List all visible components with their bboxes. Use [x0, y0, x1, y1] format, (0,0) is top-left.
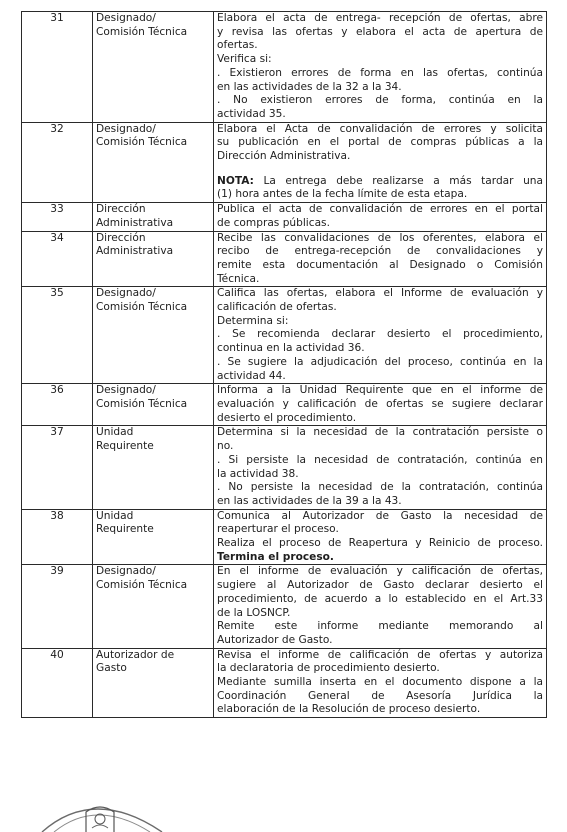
responsible-line: Designado/	[96, 12, 156, 24]
description-line: de compras públicas.	[217, 216, 330, 229]
activity-description	[214, 122, 547, 203]
description-line: la declaratoria de procedimiento desierto.	[217, 662, 440, 675]
note-text: La entrega debe realizarse a más tardar una	[253, 174, 543, 187]
responsible-line: Autorizador de	[96, 648, 175, 661]
description-line: ofertas.	[217, 39, 258, 52]
activity-number: 37	[22, 426, 93, 509]
table-row	[22, 384, 547, 426]
responsible-line: Designado/	[96, 384, 156, 397]
description-line: continua en la actividad 36.	[217, 342, 365, 355]
table-row	[22, 509, 547, 565]
description-line: Realiza el proceso de Reapertura y Reinicio de proceso.	[217, 537, 543, 550]
responsible-line: Requirente	[96, 523, 154, 536]
activity-number: 39	[22, 565, 93, 648]
description-line: y revisa las ofertas y elabora el acta de apertura de	[217, 25, 543, 38]
description-line: desierto el procedimiento.	[217, 411, 357, 424]
procedure-table	[21, 11, 547, 718]
responsible-line: Designado/	[96, 122, 156, 135]
description-line: remite esta documentación al Designado o Comisión	[217, 258, 543, 271]
responsible-line: Dirección	[96, 203, 146, 216]
institution-seal-icon	[34, 792, 174, 832]
description-line: Determina si:	[217, 314, 289, 327]
description-line: en las actividades de la 39 a la 43.	[217, 494, 402, 507]
note-label: NOTA:	[217, 174, 254, 187]
table-row	[22, 648, 547, 718]
process-end-text: Termina el proceso.	[217, 550, 334, 563]
responsible-line: Administrativa	[96, 216, 174, 229]
description-line: Publica el acta de convalidación de errores en el portal	[217, 203, 543, 216]
responsible-cell	[93, 203, 214, 231]
procedure-table-body	[22, 12, 547, 718]
responsible-line: Dirección	[96, 231, 146, 244]
description-line: actividad 44.	[217, 369, 286, 382]
table-row	[22, 231, 547, 287]
description-line: Elabora el Acta de convalidación de errores y solicita	[217, 122, 543, 135]
responsible-line: Designado/	[96, 287, 156, 300]
responsible-cell	[93, 648, 214, 718]
activity-description	[214, 12, 547, 123]
description-line: evaluación y calificación de ofertas se sugiere declarar	[217, 397, 543, 410]
activity-description	[214, 648, 547, 718]
description-line: procedimiento, de acuerdo a lo establecido en el Art.33	[217, 592, 543, 605]
responsible-cell	[93, 384, 214, 426]
responsible-cell	[93, 565, 214, 648]
responsible-cell	[93, 287, 214, 384]
paragraph-gap	[217, 164, 543, 175]
responsible-line: Unidad	[96, 509, 134, 522]
responsible-line: Designado/	[96, 565, 156, 578]
activity-description	[214, 384, 547, 426]
activity-description	[214, 565, 547, 648]
activity-number: 36	[22, 384, 93, 426]
description-line: Verifica si:	[217, 53, 272, 66]
activity-description	[214, 509, 547, 565]
table-row	[22, 12, 547, 123]
table-row	[22, 426, 547, 509]
responsible-line: Comisión Técnica	[96, 136, 188, 149]
activity-number: 38	[22, 509, 93, 565]
responsible-line: Requirente	[96, 440, 154, 453]
activity-number: 35	[22, 287, 93, 384]
description-line: recibo de entrega-recepción de convalidaciones y	[217, 245, 543, 258]
description-line: de la LOSNCP.	[217, 606, 291, 619]
description-line: . Si persiste la necesidad de contratación, continúa en	[217, 453, 543, 466]
description-line	[217, 175, 543, 189]
responsible-line: Administrativa	[96, 245, 174, 258]
activity-description	[214, 231, 547, 287]
description-line: sugiere al Autorizador de Gasto declarar desierto el	[217, 579, 543, 592]
description-line: Determina si la necesidad de la contratación persiste o	[217, 426, 543, 439]
description-line: (1) hora antes de la fecha límite de esta etapa.	[217, 188, 468, 201]
responsible-line: Unidad	[96, 426, 134, 439]
activity-description	[214, 426, 547, 509]
description-line: Recibe las convalidaciones de los oferentes, elabora el	[217, 231, 543, 244]
description-line: reaperturar el proceso.	[217, 523, 339, 536]
description-line: . No persiste la necesidad de la contratación, continúa	[217, 481, 543, 494]
responsible-line: Comisión Técnica	[96, 397, 188, 410]
description-line: Dirección Administrativa.	[217, 150, 351, 163]
responsible-cell	[93, 509, 214, 565]
description-line: Revisa el informe de calificación de ofertas y autoriza	[217, 648, 543, 661]
responsible-cell	[93, 426, 214, 509]
activity-number: 40	[22, 648, 93, 718]
description-line: Autorizador de Gasto.	[217, 633, 333, 646]
description-line: la actividad 38.	[217, 467, 299, 480]
responsible-cell	[93, 122, 214, 203]
description-line: Mediante sumilla inserta en el documento dispone a la	[217, 676, 543, 689]
responsible-line: Comisión Técnica	[96, 579, 188, 592]
description-line: . No existieron errores de forma, continúa en la	[217, 94, 543, 107]
description-line: Elabora el acta de entrega- recepción de ofertas, abre	[217, 12, 543, 24]
description-line: no.	[217, 440, 234, 453]
table-row	[22, 203, 547, 231]
activity-number: 32	[22, 122, 93, 203]
activity-number: 31	[22, 12, 93, 123]
description-line: elaboración de la Resolución de proceso desierto.	[217, 703, 481, 716]
activity-number: 34	[22, 231, 93, 287]
description-line: . Existieron errores de forma en las ofertas, continúa	[217, 66, 543, 79]
description-line: calificación de ofertas.	[217, 301, 337, 314]
responsible-line: Comisión Técnica	[96, 301, 188, 314]
description-line: . Se recomienda declarar desierto el procedimiento,	[217, 328, 543, 341]
responsible-line: Gasto	[96, 662, 127, 675]
table-row	[22, 565, 547, 648]
activity-description	[214, 203, 547, 231]
activity-description	[214, 287, 547, 384]
responsible-line: Comisión Técnica	[96, 25, 188, 38]
table-row	[22, 287, 547, 384]
description-line: su publicación en el portal de compras públicas a la	[217, 136, 543, 149]
description-line: En el informe de evaluación y calificación de ofertas,	[217, 565, 543, 578]
description-line: . Se sugiere la adjudicación del proceso, continúa en la	[217, 355, 543, 368]
description-line: Comunica al Autorizador de Gasto la necesidad de	[217, 509, 543, 522]
responsible-cell	[93, 12, 214, 123]
description-line: en las actividades de la 32 a la 34.	[217, 80, 402, 93]
table-row	[22, 122, 547, 203]
description-line: Informa a la Unidad Requirente que en el informe de	[217, 384, 543, 397]
description-line: Remite este informe mediante memorando al	[217, 620, 543, 633]
activity-number: 33	[22, 203, 93, 231]
description-line: actividad 35.	[217, 107, 286, 120]
description-line: Coordinación General de Asesoría Jurídica la	[217, 689, 543, 702]
responsible-cell	[93, 231, 214, 287]
description-line: Técnica.	[217, 272, 260, 285]
description-line: Califica las ofertas, elabora el Informe de evaluación y	[217, 287, 543, 300]
